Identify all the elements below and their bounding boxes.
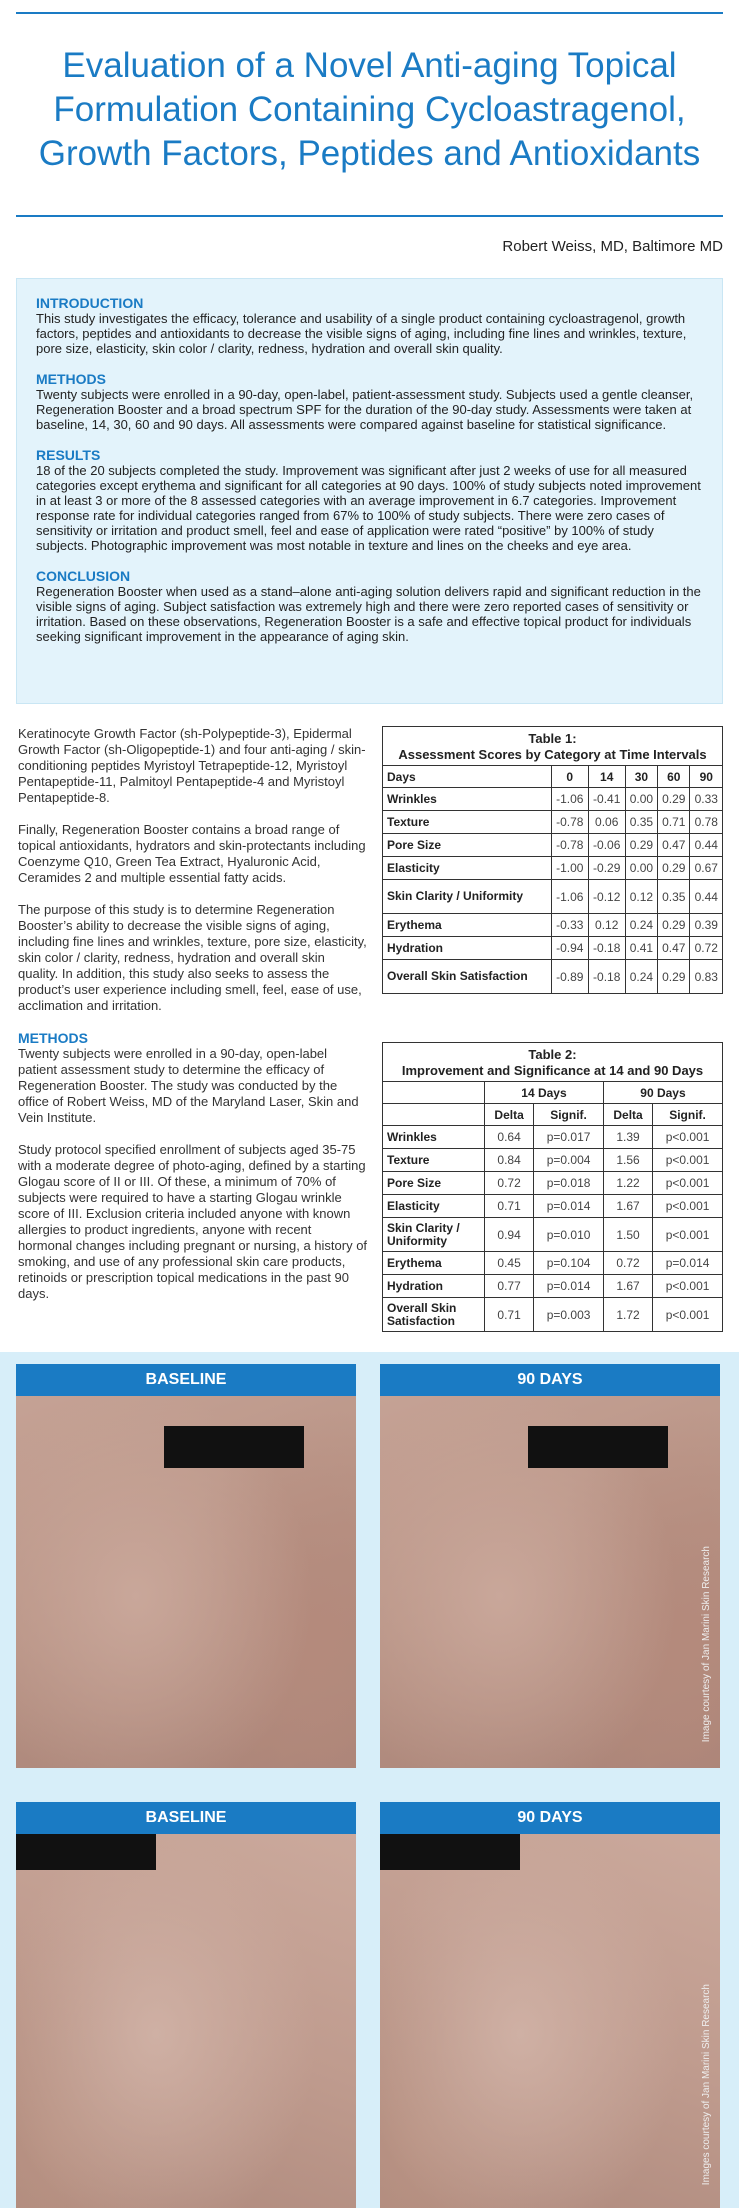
table-2-corner-cell bbox=[383, 1082, 485, 1104]
cell-value: -0.78 bbox=[551, 834, 588, 857]
row-label: Elasticity bbox=[383, 1195, 485, 1218]
table-2-group-header: 14 Days bbox=[485, 1082, 604, 1104]
body-methods-heading: METHODS bbox=[18, 1030, 88, 1046]
cell-value: -0.29 bbox=[588, 857, 625, 880]
table-1-header-row bbox=[383, 766, 723, 788]
abstract-box bbox=[16, 278, 723, 704]
conclusion-text: Regeneration Booster when used as a stand–alone anti-aging solution delivers rapid and significant reduction in the visible signs of aging. Subject satisfaction was extremely high and there were zero reported cases of sensitivity or irritation. Based on these observations, Regeneration Booster is a safe and effective topical product for individuals seeking significant improvement in the appearance of aging skin. bbox=[36, 584, 701, 644]
table-2-subheader: Signif. bbox=[534, 1104, 604, 1126]
photo-label: 90 DAYS bbox=[380, 1802, 720, 1834]
results-heading: RESULTS bbox=[36, 447, 101, 463]
cell-value: 1.67 bbox=[603, 1195, 652, 1218]
conclusion-heading: CONCLUSION bbox=[36, 568, 131, 584]
table-1-header: 90 bbox=[690, 766, 723, 788]
cell-value: p=0.017 bbox=[534, 1126, 604, 1149]
cell-value: -0.18 bbox=[588, 937, 625, 960]
table-2 bbox=[382, 1042, 723, 1332]
title-line-3: Growth Factors, Peptides and Antioxidants bbox=[38, 134, 701, 173]
row-label: Hydration bbox=[383, 937, 552, 960]
ninety-day-photo-2 bbox=[380, 1834, 720, 2208]
table-2-group-row bbox=[383, 1082, 723, 1104]
table-2-caption-title: Improvement and Significance at 14 and 90 Days bbox=[401, 1063, 704, 1078]
cell-value: 0.29 bbox=[658, 788, 690, 811]
image-credit: Image courtesy of Jan Marini Skin Research bbox=[701, 1546, 712, 1743]
cell-value: -1.06 bbox=[551, 788, 588, 811]
author-line: Robert Weiss, MD, Baltimore MD bbox=[502, 238, 723, 255]
photo-label: BASELINE bbox=[16, 1364, 356, 1396]
table-row bbox=[383, 1298, 723, 1332]
table-2-caption-number: Table 2: bbox=[528, 1047, 577, 1062]
cell-value: 0.72 bbox=[603, 1252, 652, 1275]
row-label: Erythema bbox=[383, 914, 552, 937]
cell-value: -1.00 bbox=[551, 857, 588, 880]
row-label: Wrinkles bbox=[383, 1126, 485, 1149]
table-row bbox=[383, 880, 723, 914]
cell-value: 0.29 bbox=[658, 960, 690, 994]
cell-value: 0.12 bbox=[625, 880, 657, 914]
privacy-bar bbox=[16, 1834, 156, 1870]
cell-value: p<0.001 bbox=[653, 1172, 723, 1195]
image-credit: Images courtesy of Jan Marini Skin Research bbox=[701, 1984, 712, 2186]
table-1-header: 30 bbox=[625, 766, 657, 788]
cell-value: 0.39 bbox=[690, 914, 723, 937]
table-row bbox=[383, 834, 723, 857]
cell-value: 0.64 bbox=[485, 1126, 534, 1149]
table-2-subheader-row bbox=[383, 1104, 723, 1126]
table-row bbox=[383, 960, 723, 994]
table-1-header: 14 bbox=[588, 766, 625, 788]
table-2-caption-row bbox=[383, 1043, 723, 1082]
cell-value: 0.12 bbox=[588, 914, 625, 937]
photo-panel-top-right bbox=[380, 1364, 720, 1768]
cell-value: 0.71 bbox=[485, 1298, 534, 1332]
cell-value: 0.35 bbox=[625, 811, 657, 834]
cell-value: 0.00 bbox=[625, 788, 657, 811]
cell-value: -0.18 bbox=[588, 960, 625, 994]
cell-value: p=0.004 bbox=[534, 1149, 604, 1172]
cell-value: p<0.001 bbox=[653, 1149, 723, 1172]
top-rule bbox=[16, 12, 723, 14]
cell-value: p=0.104 bbox=[534, 1252, 604, 1275]
privacy-bar bbox=[164, 1426, 304, 1468]
row-label: Hydration bbox=[383, 1275, 485, 1298]
table-row bbox=[383, 1126, 723, 1149]
cell-value: p=0.014 bbox=[534, 1275, 604, 1298]
table-1-caption bbox=[383, 727, 723, 766]
row-label: Erythema bbox=[383, 1252, 485, 1275]
cell-value: 1.39 bbox=[603, 1126, 652, 1149]
cell-value: p<0.001 bbox=[653, 1126, 723, 1149]
cell-value: 0.24 bbox=[625, 914, 657, 937]
table-row bbox=[383, 788, 723, 811]
cell-value: 0.84 bbox=[485, 1149, 534, 1172]
cell-value: 0.44 bbox=[690, 834, 723, 857]
cell-value: -0.41 bbox=[588, 788, 625, 811]
row-label: Skin Clarity / Uniformity bbox=[383, 880, 552, 914]
table-2-group-header: 90 Days bbox=[603, 1082, 722, 1104]
cell-value: 1.50 bbox=[603, 1218, 652, 1252]
cell-value: p=0.014 bbox=[534, 1195, 604, 1218]
privacy-bar bbox=[380, 1834, 520, 1870]
cell-value: -0.94 bbox=[551, 937, 588, 960]
cell-value: 0.72 bbox=[690, 937, 723, 960]
cell-value: p<0.001 bbox=[653, 1298, 723, 1332]
poster-title bbox=[0, 44, 739, 176]
row-label: Pore Size bbox=[383, 834, 552, 857]
cell-value: 0.41 bbox=[625, 937, 657, 960]
table-row bbox=[383, 1218, 723, 1252]
cell-value: -0.78 bbox=[551, 811, 588, 834]
body-text-column bbox=[18, 726, 368, 1318]
body-paragraph-5: Study protocol specified enrollment of subjects aged 35-75 with a moderate degree of photo-aging, defined by a starting Glogau score of II or III. Of these, a minimum of 70% of subjects were required to have a starting Glogau wrinkle score of III. Exclusion criteria included anyone with known allergies to product ingredients, anyone with recent hormonal changes including pregnant or nursing, a history of smoking, and use of any professional skin care products, retinoids or prescription topical medications in the past 90 days. bbox=[18, 1142, 368, 1301]
body-paragraph-4: Twenty subjects were enrolled in a 90-day, open-label patient assessment study to determine the efficacy of Regeneration Booster. The study was conducted by the office of Robert Weiss, MD of the Maryland Laser, Skin and Vein Institute. bbox=[18, 1046, 359, 1125]
cell-value: 1.72 bbox=[603, 1298, 652, 1332]
cell-value: 0.06 bbox=[588, 811, 625, 834]
results-text: 18 of the 20 subjects completed the study. Improvement was significant after just 2 weeks of use for all measured categories except erythema and significant for all categories at 90 days. 100% of study subjects noted improvement in at least 3 or more of the 8 assessed categories with an average improvement in 6.7 categories. Improvement response rate for individual categories ranged from 67% to 100% of study subjects. There were zero cases of sensitivity or irritation and product smell, feel and ease of application were rated “positive” by 100% of study subjects. Photographic improvement was most notable in texture and lines on the cheeks and eye area. bbox=[36, 463, 701, 553]
cell-value: 0.94 bbox=[485, 1218, 534, 1252]
table-2-subheader: Delta bbox=[485, 1104, 534, 1126]
table-2-caption bbox=[383, 1043, 723, 1082]
body-paragraph-1: Keratinocyte Growth Factor (sh-Polypeptide-3), Epidermal Growth Factor (sh-Oligopeptide-1) and four anti-aging / skin-conditioning peptides Myristoyl Tetrapeptide-12, Myristoyl Pentapeptide-11, Palmitoyl Pentapeptide-4 and Myristoyl Pentapeptide-8. bbox=[18, 726, 366, 805]
photo-label: 90 DAYS bbox=[380, 1364, 720, 1396]
cell-value: -0.89 bbox=[551, 960, 588, 994]
table-1 bbox=[382, 726, 723, 994]
table-row bbox=[383, 1252, 723, 1275]
table-row bbox=[383, 857, 723, 880]
cell-value: p<0.001 bbox=[653, 1195, 723, 1218]
table-row bbox=[383, 1275, 723, 1298]
before-after-photos bbox=[0, 1352, 739, 2208]
introduction-heading: INTRODUCTION bbox=[36, 295, 144, 311]
cell-value: -1.06 bbox=[551, 880, 588, 914]
cell-value: 0.71 bbox=[658, 811, 690, 834]
table-1-header: 60 bbox=[658, 766, 690, 788]
cell-value: 1.67 bbox=[603, 1275, 652, 1298]
cell-value: 0.24 bbox=[625, 960, 657, 994]
photo-panel-bottom-left bbox=[16, 1802, 356, 2208]
table-row bbox=[383, 914, 723, 937]
photo-panel-top-left bbox=[16, 1364, 356, 1768]
table-1-caption-number: Table 1: bbox=[528, 731, 577, 746]
cell-value: 0.00 bbox=[625, 857, 657, 880]
cell-value: 0.45 bbox=[485, 1252, 534, 1275]
table-2-subheader: Signif. bbox=[653, 1104, 723, 1126]
cell-value: 0.47 bbox=[658, 937, 690, 960]
table-row bbox=[383, 937, 723, 960]
table-1-header: Days bbox=[383, 766, 552, 788]
cell-value: 0.72 bbox=[485, 1172, 534, 1195]
photo-panel-bottom-right bbox=[380, 1802, 720, 2208]
body-paragraph-2: Finally, Regeneration Booster contains a broad range of topical antioxidants, hydrators and skin-protectants including Coenzyme Q10, Green Tea Extract, Hyaluronic Acid, Ceramides 2 and multiple essential fatty acids. bbox=[18, 822, 366, 885]
cell-value: 0.29 bbox=[625, 834, 657, 857]
methods-heading: METHODS bbox=[36, 371, 106, 387]
cell-value: -0.33 bbox=[551, 914, 588, 937]
cell-value: 0.67 bbox=[690, 857, 723, 880]
table-row bbox=[383, 1195, 723, 1218]
cell-value: 0.29 bbox=[658, 857, 690, 880]
baseline-photo-2 bbox=[16, 1834, 356, 2208]
table-2-subheader: Delta bbox=[603, 1104, 652, 1126]
table-2-corner-cell bbox=[383, 1104, 485, 1126]
row-label: Overall Skin Satisfaction bbox=[383, 1298, 485, 1332]
cell-value: 0.44 bbox=[690, 880, 723, 914]
table-row bbox=[383, 811, 723, 834]
body-paragraph-3: The purpose of this study is to determine Regeneration Booster’s ability to decrease the visible signs of aging, including fine lines and wrinkles, texture, pore size, elasticity, skin color / clarity, redness, hydration and overall skin quality. In addition, this study also seeks to assess the product’s user experience including smell, feel, ease of use, acclimation and irritation. bbox=[18, 902, 367, 1013]
cell-value: 1.22 bbox=[603, 1172, 652, 1195]
cell-value: 0.83 bbox=[690, 960, 723, 994]
title-line-2: Formulation Containing Cycloastragenol, bbox=[53, 90, 686, 129]
cell-value: p<0.001 bbox=[653, 1218, 723, 1252]
table-row bbox=[383, 1172, 723, 1195]
row-label: Pore Size bbox=[383, 1172, 485, 1195]
table-1-caption-row bbox=[383, 727, 723, 766]
cell-value: 0.29 bbox=[658, 914, 690, 937]
cell-value: 0.78 bbox=[690, 811, 723, 834]
row-label: Overall Skin Satisfaction bbox=[383, 960, 552, 994]
table-1-header: 0 bbox=[551, 766, 588, 788]
cell-value: 0.71 bbox=[485, 1195, 534, 1218]
cell-value: 1.56 bbox=[603, 1149, 652, 1172]
row-label: Texture bbox=[383, 811, 552, 834]
baseline-photo-1 bbox=[16, 1396, 356, 1768]
table-1-caption-title: Assessment Scores by Category at Time Intervals bbox=[398, 747, 707, 762]
row-label: Wrinkles bbox=[383, 788, 552, 811]
table-row bbox=[383, 1149, 723, 1172]
cell-value: p=0.014 bbox=[653, 1252, 723, 1275]
title-rule bbox=[16, 215, 723, 217]
cell-value: -0.12 bbox=[588, 880, 625, 914]
cell-value: -0.06 bbox=[588, 834, 625, 857]
cell-value: 0.77 bbox=[485, 1275, 534, 1298]
ninety-day-photo-1 bbox=[380, 1396, 720, 1768]
title-line-1: Evaluation of a Novel Anti-aging Topical bbox=[62, 46, 677, 85]
introduction-text: This study investigates the efficacy, tolerance and usability of a single product containing cycloastragenol, growth factors, peptides and antioxidants to decrease the visible signs of aging, including fine lines and wrinkles, texture, pore size, elasticity, skin color / clarity, redness, hydration and overall skin quality. bbox=[36, 311, 687, 356]
privacy-bar bbox=[528, 1426, 668, 1468]
row-label: Texture bbox=[383, 1149, 485, 1172]
cell-value: p=0.010 bbox=[534, 1218, 604, 1252]
cell-value: 0.35 bbox=[658, 880, 690, 914]
photo-label: BASELINE bbox=[16, 1802, 356, 1834]
cell-value: p<0.001 bbox=[653, 1275, 723, 1298]
row-label: Skin Clarity / Uniformity bbox=[383, 1218, 485, 1252]
cell-value: p=0.003 bbox=[534, 1298, 604, 1332]
methods-text: Twenty subjects were enrolled in a 90-day, open-label, patient-assessment study. Subjects used a gentle cleanser, Regeneration Booster and a broad spectrum SPF for the duration of the 90-day study. Assessments were taken at baseline, 14, 30, 60 and 90 days. All assessments were compared against baseline for statistical significance. bbox=[36, 387, 694, 432]
row-label: Elasticity bbox=[383, 857, 552, 880]
cell-value: 0.33 bbox=[690, 788, 723, 811]
cell-value: p=0.018 bbox=[534, 1172, 604, 1195]
cell-value: 0.47 bbox=[658, 834, 690, 857]
